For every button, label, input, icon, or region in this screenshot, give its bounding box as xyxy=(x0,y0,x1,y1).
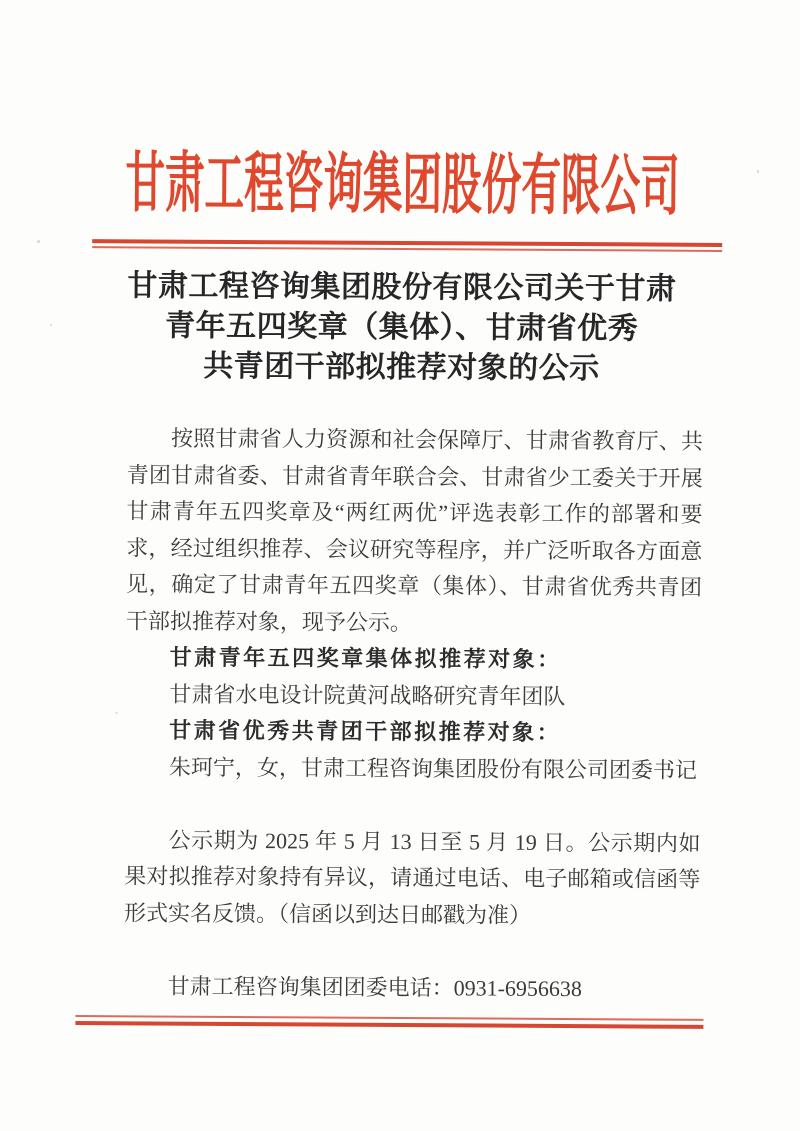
scan-speck xyxy=(757,170,759,173)
masthead-divider xyxy=(92,239,722,252)
divider-thick-line xyxy=(75,1021,703,1029)
company-name-title: 甘肃工程咨询集团股份有限公司 xyxy=(125,147,680,224)
footer-divider xyxy=(75,1015,703,1029)
divider-thin-line xyxy=(92,246,722,252)
document-title-line: 青年五四奖章（集体）、甘肃省优秀 xyxy=(165,309,639,346)
scan-speck xyxy=(50,324,52,326)
divider-thin-line xyxy=(75,1015,703,1021)
contact-phone-line: 甘肃工程咨询集团团委电话：0931-6956638 xyxy=(167,973,583,1001)
document-title-line: 甘肃工程咨询集团股份有限公司关于甘肃 xyxy=(127,269,677,306)
publicity-period-paragraph: 公示期为 2025 年 5 月 13 日至 5 月 19 日。公示期内如果对拟推荐对象持有异议，请通过电话、电子邮箱或信函等形式实名反馈。（信函以到达日邮戳为准） xyxy=(124,827,701,928)
section-item-outstanding-cadre: 朱珂宁，女，甘肃工程咨询集团股份有限公司团委书记 xyxy=(168,754,698,783)
intro-paragraph: 按照甘肃省人力资源和社会保障厅、甘肃省教育厅、共青团甘肃省委、甘肃省青年联合会、甘肃省少工委关于开展甘肃青年五四奖章及“两红两优”评选表彰工作的部署和要求，经过组织推荐、会议研究等程序，并广泛听取各方面意见，确定了甘肃青年五四奖章（集体）、甘肃省优秀共青团干部拟推荐对象，现予公示。 xyxy=(125,425,704,635)
section-label-collective-award: 甘肃青年五四奖章集体拟推荐对象： xyxy=(169,644,562,672)
document-title xyxy=(1,266,800,391)
document-body xyxy=(124,420,704,1008)
company-masthead xyxy=(2,148,800,225)
section-label-outstanding-cadre: 甘肃省优秀共青团干部拟推荐对象： xyxy=(169,717,562,745)
document-title-line: 共青团干部拟推荐对象的公示 xyxy=(203,349,600,386)
section-item-collective-award: 甘肃省水电设计院黄河战略研究青年团队 xyxy=(169,681,566,709)
scan-speck xyxy=(115,712,118,714)
scan-speck xyxy=(37,240,40,243)
